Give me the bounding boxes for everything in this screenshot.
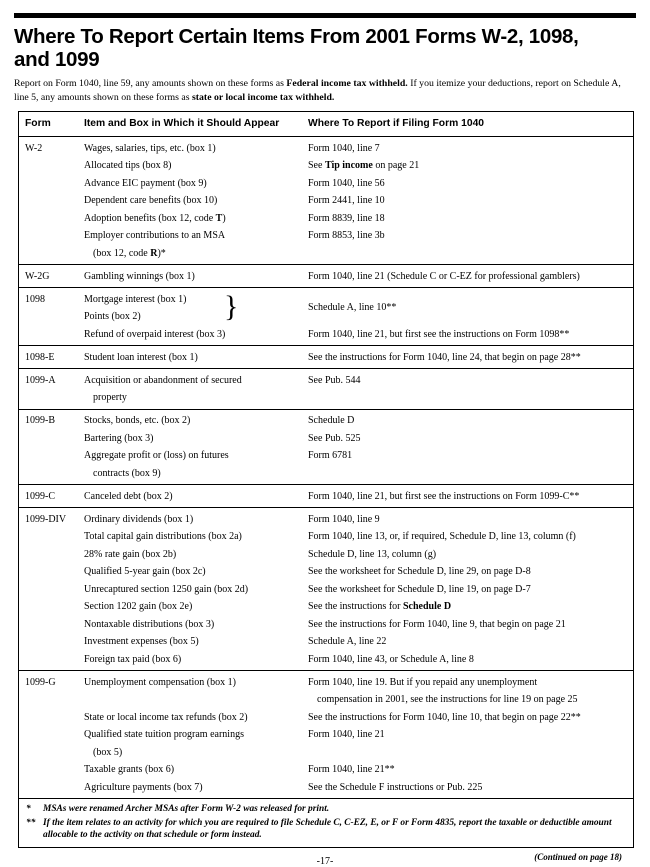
text-segment: Schedule D, line 13, column (g): [308, 548, 437, 560]
text-segment: Qualified state tuition program earnings: [84, 729, 244, 740]
text-segment: Form 1040, line 21, but first see the instructions on Form 1099-C**: [308, 490, 580, 502]
report-line: [308, 763, 625, 776]
item-line: [84, 351, 300, 364]
form-cell: [25, 513, 84, 526]
text-segment: 28% rate gain (box 2b): [84, 548, 177, 560]
text-segment: Unrecaptured section 1250 gain (box 2d): [84, 583, 249, 595]
item-line: [84, 548, 300, 561]
item-line: [84, 212, 300, 225]
item-line: [84, 142, 300, 155]
text-segment: Form 2441, line 10: [308, 195, 385, 206]
item-line: [84, 414, 300, 427]
report-line: [308, 142, 625, 155]
text-segment: 1098: [25, 293, 45, 305]
text-segment: Allocated tips (box 8): [84, 160, 172, 171]
report-cell: [308, 270, 627, 283]
report-cell: [308, 583, 627, 596]
item-cell: [84, 653, 308, 666]
text-segment: Report on Form 1040, line 59, any amounts shown on these forms as: [14, 78, 287, 89]
item-line: [84, 310, 300, 323]
item-cell: [84, 583, 308, 596]
text-segment: property: [93, 392, 127, 403]
form-cell: [25, 142, 84, 155]
text-segment: See the worksheet for Schedule D, line 29, on page D-8: [308, 566, 531, 577]
form-group-1099-c: [19, 485, 633, 508]
form-cell: [25, 270, 84, 283]
page-title-line-2: and 1099: [14, 48, 100, 71]
text-segment: Ordinary dividends (box 1): [84, 513, 194, 525]
text-segment: )*: [157, 247, 166, 259]
text-segment: Refund of overpaid interest (box 3): [84, 328, 226, 340]
report-cell: [308, 159, 627, 172]
report-line: [308, 194, 625, 207]
text-segment: Form 1040, line 21 (Schedule C or C-EZ for professional gamblers): [308, 270, 580, 282]
item-line: [84, 293, 300, 306]
form-cell: [25, 293, 84, 324]
text-segment: W-2: [25, 142, 43, 154]
text-segment: Form 1040, line 7: [308, 142, 380, 154]
item-cell: [84, 449, 308, 480]
top-rule: [14, 13, 636, 18]
item-line: [84, 449, 300, 462]
text-segment: See the instructions for Form 1040, line 9, that begin on page 21: [308, 618, 566, 630]
item-cell: [84, 212, 308, 225]
report-cell: [308, 600, 627, 613]
item-line: [84, 194, 300, 207]
text-segment: Form 6781: [308, 450, 353, 461]
text-segment: Form 1040, line 21: [308, 729, 385, 740]
text-segment: (box 12, code: [93, 247, 151, 259]
text-segment: Form 8839, line 18: [308, 212, 385, 224]
report-cell: [308, 763, 627, 776]
text-segment: Adoption benefits (box 12, code: [84, 212, 216, 224]
report-cell: [308, 548, 627, 561]
continued-note: (Continued on page 18): [534, 851, 622, 862]
text-segment: If you itemize your deductions, report on Schedule A, line 5, any amounts shown on these forms as: [14, 78, 621, 103]
report-line: [308, 565, 625, 578]
report-cell: [308, 653, 627, 666]
report-line: [308, 177, 625, 190]
footnote-marker: **: [26, 817, 36, 828]
item-cell: [84, 328, 308, 341]
report-line: [308, 301, 625, 314]
text-segment: Form 1040, line 9: [308, 513, 380, 525]
item-line: [84, 711, 300, 724]
item-line: [84, 328, 300, 341]
report-line: [308, 449, 625, 462]
report-table-groups: [19, 137, 633, 799]
text-segment: Form 1040, line 43, or Schedule A, line 8: [308, 653, 474, 665]
report-cell: [308, 177, 627, 190]
item-cell: [84, 635, 308, 648]
item-cell: [84, 763, 308, 776]
text-segment: Nontaxable distributions (box 3): [84, 618, 215, 630]
report-cell: [308, 328, 627, 341]
report-line: [308, 618, 625, 631]
text-segment: State or local income tax refunds (box 2): [84, 711, 248, 723]
text-segment: 1098-E: [25, 351, 55, 363]
form-group-1098-e: [19, 346, 633, 369]
report-cell: [308, 414, 627, 427]
report-line: [308, 490, 625, 503]
text-segment: Advance EIC payment (box 9): [84, 177, 207, 189]
report-line: [308, 351, 625, 364]
report-cell: [308, 142, 627, 155]
form-group-w-2g: [19, 265, 633, 288]
footnote-marker: *: [26, 804, 31, 814]
item-line-continuation: [84, 746, 300, 759]
text-segment: Schedule A, line 10**: [308, 302, 397, 314]
footnote-text: MSAs were renamed Archer MSAs after Form W-2 was released for print.: [43, 804, 330, 814]
report-line: [308, 229, 625, 242]
report-cell: [308, 728, 627, 759]
report-cell: [308, 229, 627, 260]
item-line: [84, 490, 300, 503]
footnote: [26, 803, 625, 816]
report-cell: [308, 618, 627, 631]
text-segment: Wages, salaries, tips, etc. (box 1): [84, 142, 216, 154]
report-line: [308, 328, 625, 341]
item-cell: [84, 781, 308, 794]
text-segment: Form 1040, line 13, or, if required, Schedule D, line 13, column (f): [308, 531, 576, 542]
report-cell: [308, 351, 627, 364]
item-line: [84, 583, 300, 596]
item-cell: [84, 229, 308, 260]
item-cell: [84, 711, 308, 724]
text-segment: Acquisition or abandonment of secured: [84, 374, 242, 386]
item-cell: [84, 414, 308, 427]
footnote-text: If the item relates to an activity for which you are required to file Schedule C, C-EZ, E, or F or Form 4835, report the taxable or deductible amount allocable to the activity on that schedule or form instead.: [43, 817, 612, 840]
report-line: [308, 635, 625, 648]
emphasized-text: Tip income: [324, 160, 373, 171]
form-group-w-2: [19, 137, 633, 265]
report-cell: [308, 432, 627, 445]
report-line: [308, 374, 625, 387]
text-segment: Schedule D: [308, 415, 355, 426]
item-cell: [84, 565, 308, 578]
item-line: [84, 432, 300, 445]
report-cell: [308, 293, 627, 324]
text-segment: Canceled debt (box 2): [84, 490, 173, 502]
form-cell: [25, 676, 84, 707]
item-line: [84, 270, 300, 283]
report-line: [308, 583, 625, 596]
report-cell: [308, 565, 627, 578]
text-segment: See the instructions for: [308, 601, 403, 612]
text-segment: See Pub. 525: [308, 432, 361, 444]
item-line: [84, 530, 300, 543]
brace-glyph: }: [224, 289, 239, 323]
text-segment: Form 1040, line 21**: [308, 764, 395, 775]
report-line: [308, 548, 625, 561]
item-cell: [84, 289, 308, 324]
report-cell: [308, 374, 627, 405]
text-segment: on page 21: [372, 160, 420, 171]
form-cell: [25, 414, 84, 427]
text-segment: Mortgage interest (box 1): [84, 293, 187, 305]
text-segment: 1099-B: [25, 415, 55, 426]
report-line: [308, 728, 625, 741]
item-cell: [84, 351, 308, 364]
report-cell: [308, 212, 627, 225]
emphasized-text: Federal income tax withheld.: [286, 78, 408, 89]
item-line: [84, 177, 300, 190]
text-segment: 1099-G: [25, 676, 56, 688]
form-group-1099-g: [19, 671, 633, 799]
item-cell: [84, 270, 308, 283]
report-cell: [308, 781, 627, 794]
intro-paragraph: [14, 77, 636, 104]
item-cell: [84, 618, 308, 631]
report-cell: [308, 530, 627, 543]
item-cell: [84, 432, 308, 445]
item-line: [84, 653, 300, 666]
text-segment: Unemployment compensation (box 1): [84, 676, 236, 688]
text-segment: 1099-C: [25, 490, 55, 502]
item-cell: [84, 676, 308, 707]
report-cell: [308, 676, 627, 707]
report-line: [308, 600, 625, 613]
item-cell: [84, 548, 308, 561]
report-table: [18, 111, 634, 848]
item-line: [84, 618, 300, 631]
form-group-1099-div: [19, 508, 633, 671]
report-line: [308, 432, 625, 445]
report-line: [308, 270, 625, 283]
item-line-continuation: [84, 391, 300, 404]
report-line: [308, 414, 625, 427]
text-segment: Schedule A, line 22: [308, 636, 387, 647]
table-header-form: Form: [25, 118, 51, 129]
report-line: [308, 159, 625, 172]
form-group-1099-b: [19, 410, 633, 486]
item-line: [84, 565, 300, 578]
emphasized-text: T: [215, 212, 223, 224]
form-cell: [25, 490, 84, 503]
item-cell: [84, 177, 308, 190]
table-header-item: Item and Box in Which it Should Appear: [84, 118, 280, 129]
text-segment: Total capital gain distributions (box 2a): [84, 531, 242, 542]
text-segment: Student loan interest (box 1): [84, 351, 198, 363]
item-line: [84, 229, 300, 242]
emphasized-text: R: [150, 247, 158, 259]
text-segment: Qualified 5-year gain (box 2c): [84, 566, 206, 577]
item-cell: [84, 194, 308, 207]
table-footnotes: [19, 799, 633, 847]
item-line: [84, 763, 300, 776]
item-cell: [84, 490, 308, 503]
report-line: [308, 530, 625, 543]
text-segment: Investment expenses (box 5): [84, 636, 199, 647]
text-segment: See Pub. 544: [308, 374, 361, 386]
report-line-continuation: [308, 693, 625, 706]
page-title-line-1: Where To Report Certain Items From 2001 Forms W-2, 1098,: [14, 25, 579, 48]
form-group-1098: [19, 288, 633, 346]
item-line: [84, 374, 300, 387]
text-segment: Form 1040, line 19. But if you repaid any unemployment: [308, 676, 538, 688]
item-line: [84, 728, 300, 741]
emphasized-text: Schedule D: [402, 601, 452, 612]
report-cell: [308, 490, 627, 503]
text-segment: contracts (box 9): [93, 467, 161, 479]
text-segment: See the instructions for Form 1040, line 24, that begin on page 28**: [308, 351, 581, 363]
text-segment: See the worksheet for Schedule D, line 19, on page D-7: [308, 583, 531, 595]
text-segment: Form 8853, line 3b: [308, 230, 385, 241]
text-segment: See the instructions for Form 1040, line 10, that begin on page 22**: [308, 711, 581, 723]
text-segment: Aggregate profit or (loss) on futures: [84, 450, 229, 461]
text-segment: 1099-DIV: [25, 513, 67, 525]
text-segment: Taxable grants (box 6): [84, 764, 175, 775]
form-group-1099-a: [19, 369, 633, 410]
text-segment: Points (box 2): [84, 311, 141, 322]
text-segment: Form 1040, line 21, but first see the instructions on Form 1098**: [308, 328, 570, 340]
item-line: [84, 676, 300, 689]
text-segment: W-2G: [25, 270, 50, 282]
report-cell: [308, 513, 627, 526]
text-segment: Section 1202 gain (box 2e): [84, 601, 193, 612]
item-cell: [84, 513, 308, 526]
text-segment: Form 1040, line 56: [308, 177, 385, 189]
text-segment: See: [308, 160, 325, 171]
text-segment: Stocks, bonds, etc. (box 2): [84, 415, 191, 426]
text-segment: See the Schedule F instructions or Pub. 225: [308, 781, 483, 793]
report-line: [308, 212, 625, 225]
text-segment: Employer contributions to an MSA: [84, 230, 226, 241]
report-cell: [308, 194, 627, 207]
report-line: [308, 781, 625, 794]
item-line: [84, 600, 300, 613]
item-cell: [84, 159, 308, 172]
item-line: [84, 635, 300, 648]
text-segment: Agriculture payments (box 7): [84, 781, 203, 793]
report-cell: [308, 711, 627, 724]
report-line: [308, 676, 625, 689]
report-line: [308, 711, 625, 724]
item-cell: [84, 142, 308, 155]
text-segment: 1099-A: [25, 374, 56, 386]
form-cell: [25, 374, 84, 405]
item-line: [84, 781, 300, 794]
page-number: -17-: [316, 856, 334, 867]
item-line-continuation: [84, 467, 300, 480]
item-cell: [84, 374, 308, 405]
text-segment: Gambling winnings (box 1): [84, 270, 195, 282]
report-line: [308, 653, 625, 666]
item-cell: [84, 600, 308, 613]
text-segment: ): [222, 212, 226, 224]
footnote: [26, 817, 625, 842]
report-line: [308, 513, 625, 526]
item-line-continuation: [84, 247, 300, 260]
item-cell: [84, 728, 308, 759]
text-segment: compensation in 2001, see the instructions for line 19 on page 25: [317, 694, 578, 705]
page-title: [14, 25, 636, 71]
text-segment: Bartering (box 3): [84, 432, 154, 444]
item-line: [84, 513, 300, 526]
report-cell: [308, 449, 627, 480]
text-segment: (box 5): [93, 746, 123, 758]
text-segment: Foreign tax paid (box 6): [84, 653, 182, 665]
table-header-row: [19, 112, 633, 137]
table-header-where: Where To Report if Filing Form 1040: [308, 118, 485, 129]
item-line: [84, 159, 300, 172]
report-cell: [308, 635, 627, 648]
item-cell: [84, 530, 308, 543]
emphasized-text: state or local income tax withheld.: [191, 91, 335, 103]
text-segment: Dependent care benefits (box 10): [84, 195, 218, 206]
form-cell: [25, 351, 84, 364]
